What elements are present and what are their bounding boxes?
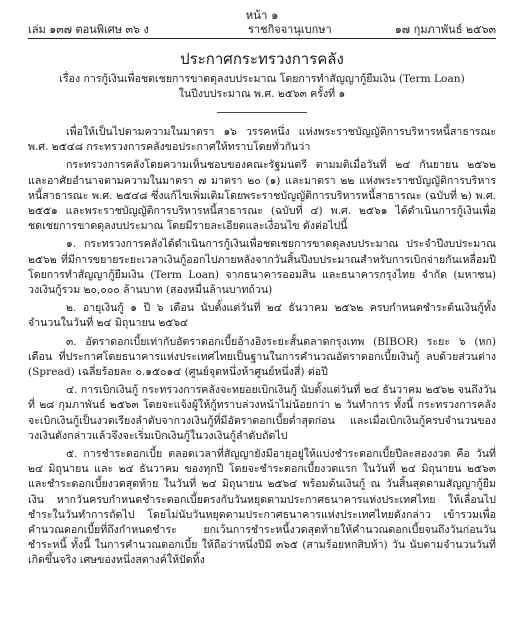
announcement-subject: เรื่อง การกู้เงินเพื่อชดเชยการขาดดุลงบประมาณ โดยการทำสัญญากู้ยืมเงิน (Term Loan) [59, 73, 465, 85]
publication-name: ราชกิจจานุเบกษา [248, 23, 332, 36]
announcement-fiscal-line: ในปีงบประมาณ พ.ศ. ๒๕๖๓ ครั้งที่ ๑ [178, 88, 346, 100]
announcement-title: ประกาศกระทรวงการคลัง [180, 50, 344, 68]
clause-5-paragraph: ๕. การชำระดอกเบี้ย ตลอดเวลาที่สัญญายังมีอายุอยู่ให้แบ่งชำระดอกเบี้ยปีละสองงวด คือ วันที่ ๒๔ มิถุนายน และ ๒๔ ธันวาคม ของทุกปี โดยจะชำระดอกเบี้ยงวดแรก ในวันที่ ๒๔ มิถุนายน ๒๕๖๓ และชำระดอกเบี้ยงวดสุดท้าย ในวันที่ ๒๔ มิถุนายน ๒๕๖๔ พร้อมต้นเงินกู้ ณ วันสิ้นสุดตามสัญญากู้ยืมเงิน หากวันครบกำหนดชำระดอกเบี้ยตรงกับวันหยุดตามประกาศธนาคารแห่งประเทศไทย ให้เลื่อนไปชำระในวันทำการถัดไป โดยไม่นับวันหยุดตามประกาศธนาคารแห่งประเทศไทยดังกล่าว เข้ารวมเพื่อคำนวณดอกเบี้ยที่ถึงกำหนดชำระ ยกเว้นการชำระหนี้งวดสุดท้ายให้คำนวณดอกเบี้ยจนถึงวันก่อนวันชำระหนี้ ทั้งนี้ ในการคำนวณดอกเบี้ย ให้ถือว่าหนึ่งปีมี ๓๖๕ (สามร้อยหกสิบห้า) วัน นับตามจำนวนวันที่เกิดขึ้นจริง เศษของหนึ่งสตางค์ให้ปัดทิ้ง [28, 448, 496, 567]
publication-date: ๑๗ กุมภาพันธ์ ๒๕๖๓ [394, 23, 496, 36]
volume-issue: เล่ม ๑๓๗ ตอนพิเศษ ๓๖ ง [28, 23, 149, 36]
title-divider [217, 112, 307, 113]
authority-paragraph: กระทรวงการคลังโดยความเห็นชอบของคณะรัฐมนตรี ตามมติเมื่อวันที่ ๒๔ กันยายน ๒๕๖๒ และอาศัยอำนาจตามความในมาตรา ๗ มาตรา ๒๐ (๑) และมาตรา ๒๒ แห่งพระราชบัญญัติการบริหารหนี้สาธารณะ พ.ศ. ๒๕๔๘ ซึ่งแก้ไขเพิ่มเติมโดยพระราชบัญญัติการบริหารหนี้สาธารณะ (ฉบับที่ ๒) พ.ศ. ๒๕๕๑ และพระราชบัญญัติการบริหารหนี้สาธารณะ (ฉบับที่ ๔) พ.ศ. ๒๕๖๑ ได้ดำเนินการกู้เงินเพื่อชดเชยการขาดดุลงบประมาณ โดยมีรายละเอียดและเงื่อนไข ดังต่อไปนี้ [28, 159, 496, 233]
clause-3-paragraph: ๓. อัตราดอกเบี้ยเท่ากับอัตราดอกเบี้ยอ้างอิงระยะสั้นตลาดกรุงเทพ (BIBOR) ระยะ ๖ (หก) เดือน ที่ประกาศโดยธนาคารแห่งประเทศไทยเป็นฐานในการคำนวณอัตราดอกเบี้ยเงินกู้ ลบด้วยส่วนต่าง (Spread) เฉลี่ยร้อยละ ๐.๑๕๐๑๔ (ศูนย์จุดหนึ่งห้าศูนย์หนึ่งสี่) ต่อปี [28, 335, 496, 379]
page-number: หน้า ๑ [245, 8, 279, 22]
clause-4-paragraph: ๔. การเบิกเงินกู้ กระทรวงการคลังจะทยอยเบิกเงินกู้ นับตั้งแต่วันที่ ๒๔ ธันวาคม ๒๕๖๒ จนถึงวันที่ ๒๘ กุมภาพันธ์ ๒๕๖๓ โดยจะแจ้งผู้ให้กู้ทราบล่วงหน้าไม่น้อยกว่า ๒ วันทำการ ทั้งนี้ กระทรวงการคลังจะเบิกเงินกู้เป็นงวดเรียงลำดับจากวงเงินกู้ที่มีอัตราดอกเบี้ยต่ำสุดก่อน และเมื่อเบิกเงินกู้ครบจำนวนของวงเงินดังกล่าวแล้วจึงจะเริ่มเบิกเงินกู้ในวงเงินกู้ลำดับถัดไป [28, 384, 496, 442]
clause-1-paragraph: ๑. กระทรวงการคลังได้ดำเนินการกู้เงินเพื่อชดเชยการขาดดุลงบประมาณ ประจำปีงบประมาณ ๒๕๖๒ ที่มีการขยายระยะเวลาเงินกู้ออกไปภายหลังจากวันสิ้นปีงบประมาณสำหรับการเบิกจ่ายกันเหลื่อมปี โดยการทำสัญญากู้ยืมเงิน (Term Loan) จากธนาคารออมสิน และธนาคารกรุงไทย จำกัด (มหาชน) วงเงินกู้รวม ๒๐,๐๐๐ ล้านบาท (สองหมื่นล้านบาทถ้วน) [28, 238, 496, 297]
clause-2-paragraph: ๒. อายุเงินกู้ ๑ ปี ๖ เดือน นับตั้งแต่วันที่ ๒๔ ธันวาคม ๒๕๖๒ ครบกำหนดชำระต้นเงินกู้ทั้งจำนวนในวันที่ ๒๔ มิถุนายน ๒๕๖๔ [28, 302, 496, 330]
gazette-header [28, 22, 496, 37]
header-rule [28, 38, 496, 39]
intro-paragraph: เพื่อให้เป็นไปตามความในมาตรา ๑๖ วรรคหนึ่ง แห่งพระราชบัญญัติการบริหารหนี้สาธารณะ พ.ศ. ๒๕๔๘ กระทรวงการคลังขอประกาศให้ทราบโดยทั่วกันว่า [28, 126, 496, 154]
announcement-body [28, 125, 496, 569]
